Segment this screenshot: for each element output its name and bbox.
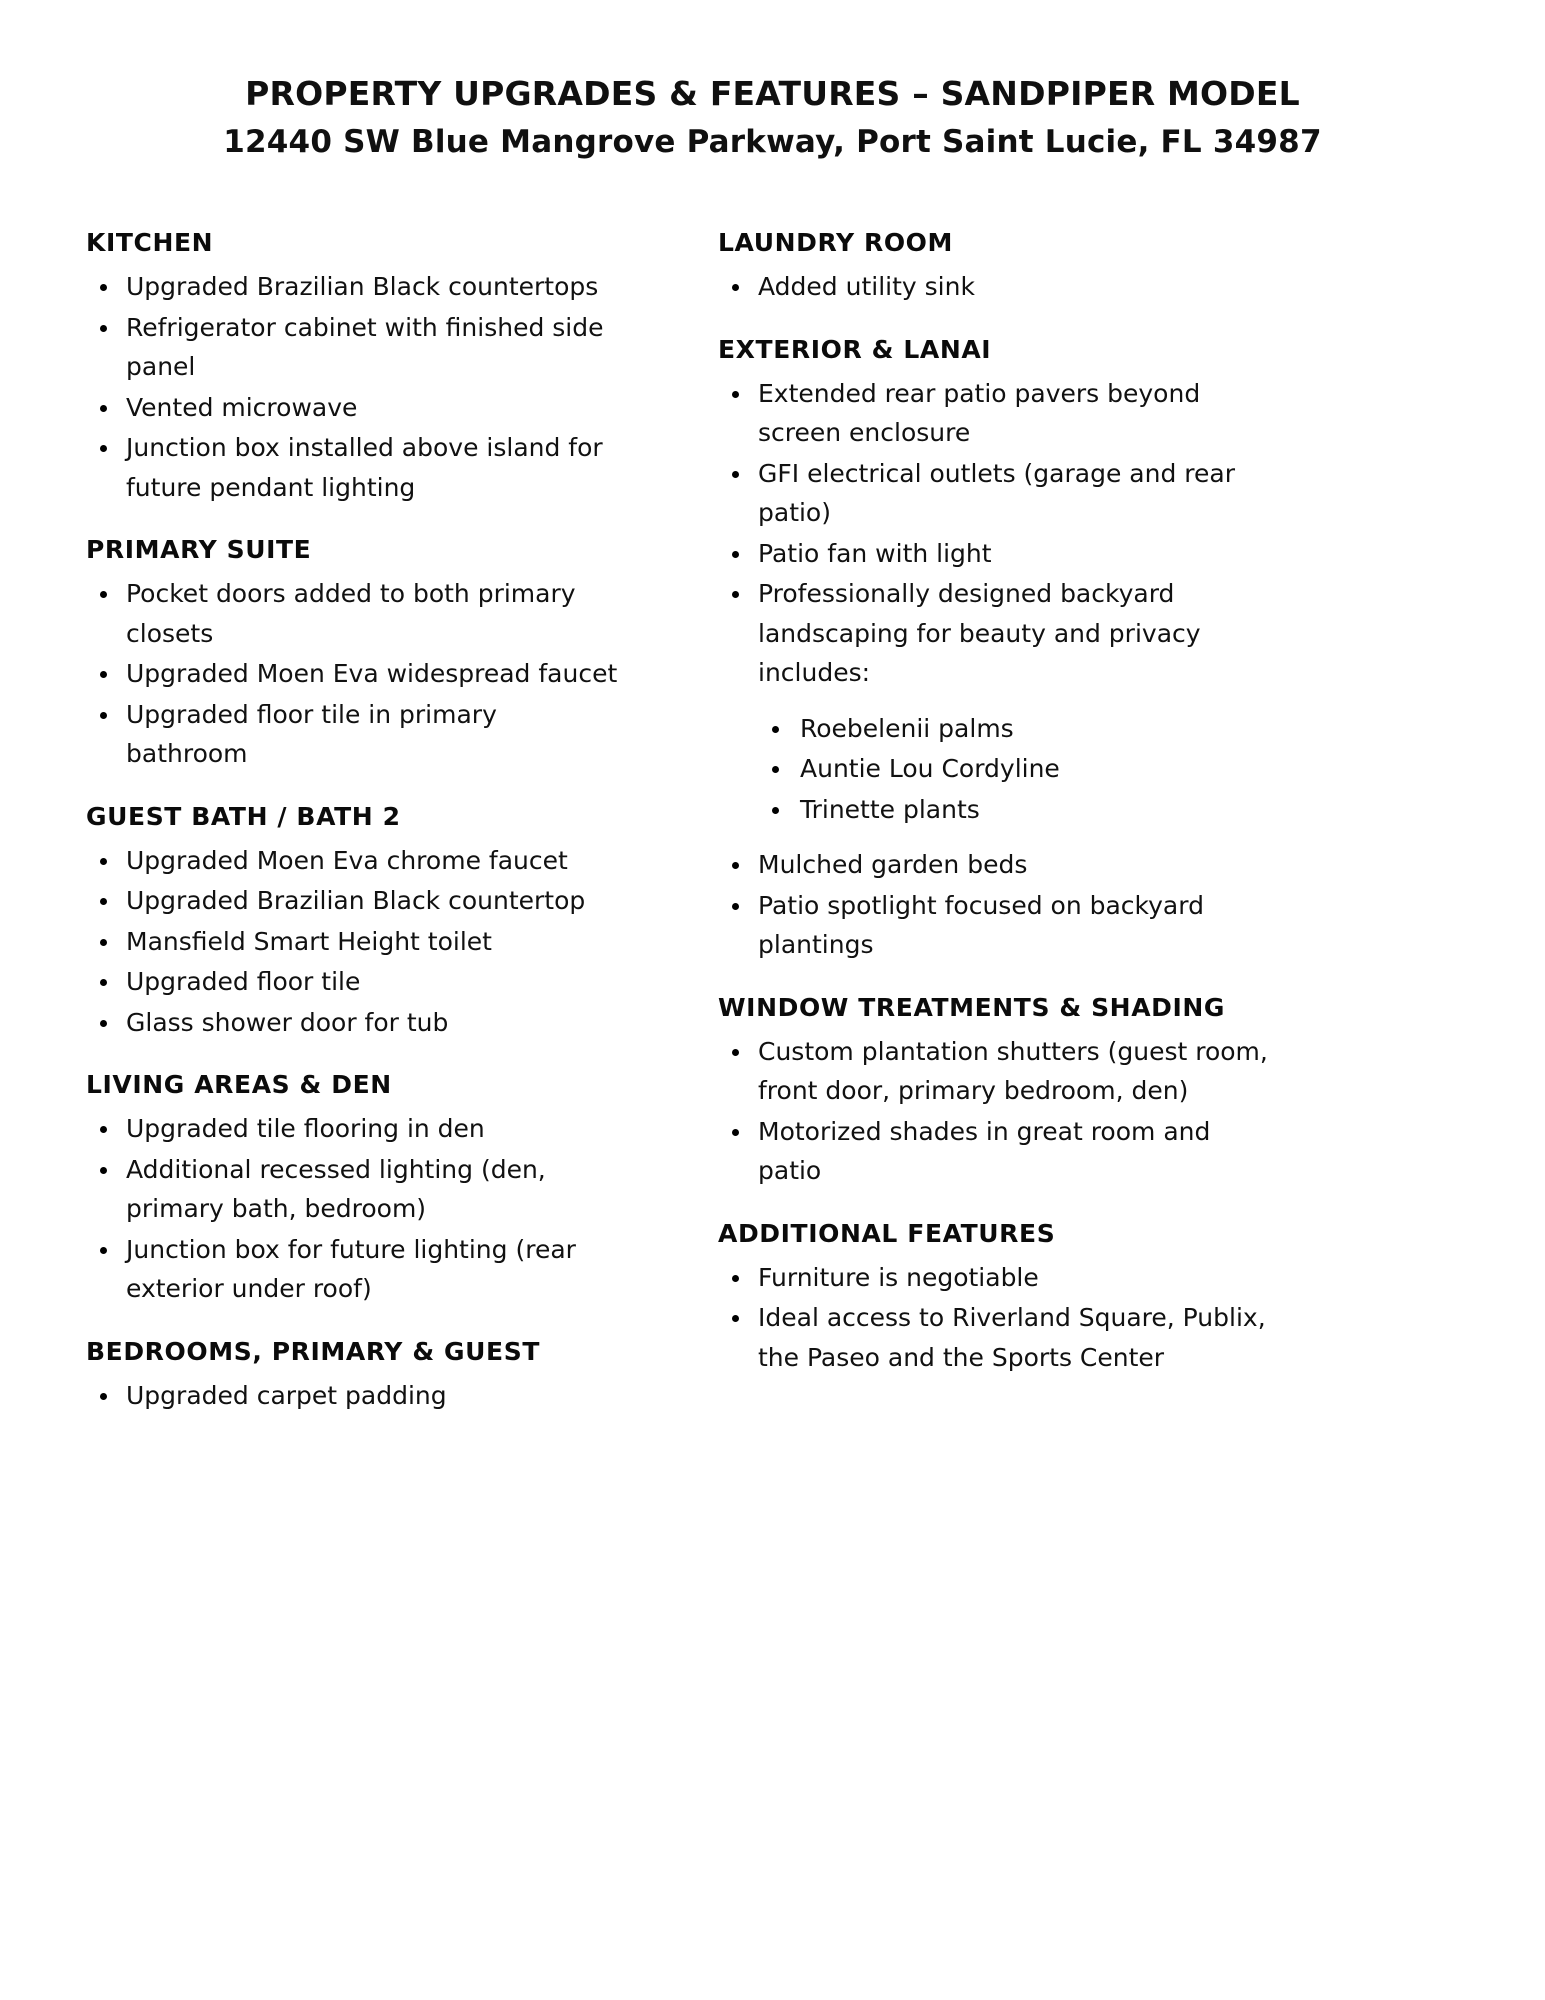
section-living-areas-den xyxy=(86,1048,624,1309)
section-heading: KITCHEN xyxy=(86,228,214,258)
list-item: Additional recessed lighting (den, primary bath, bedroom) xyxy=(86,1150,624,1229)
two-column-body xyxy=(0,228,1545,1421)
landscaping-sublist-wrapper xyxy=(718,709,1278,830)
list-item: Patio fan with light xyxy=(718,534,1278,574)
list-item: Upgraded floor tile in primary bathroom xyxy=(86,695,624,774)
feature-list xyxy=(718,1032,1278,1191)
list-item: Motorized shades in great room and patio xyxy=(718,1112,1278,1191)
right-column xyxy=(718,228,1278,1383)
list-item: Roebelenii palms xyxy=(758,709,1278,749)
feature-list xyxy=(718,374,1278,693)
feature-list xyxy=(86,267,624,507)
section-primary-suite xyxy=(86,513,624,774)
feature-list xyxy=(718,267,1278,307)
list-item: Extended rear patio pavers beyond screen enclosure xyxy=(718,374,1278,453)
feature-list xyxy=(86,574,624,774)
section-heading: WINDOW TREATMENTS & SHADING xyxy=(718,992,1226,1022)
section-guest-bath xyxy=(86,780,624,1043)
list-item: Upgraded floor tile xyxy=(86,962,624,1002)
section-kitchen xyxy=(86,228,624,507)
page-title: PROPERTY UPGRADES & FEATURES – SANDPIPER MODEL xyxy=(245,74,1300,113)
list-item: Custom plantation shutters (guest room, front door, primary bedroom, den) xyxy=(718,1032,1278,1111)
feature-list xyxy=(86,841,624,1043)
list-item: GFI electrical outlets (garage and rear patio) xyxy=(718,454,1278,533)
list-item: Added utility sink xyxy=(718,267,1278,307)
list-item: Upgraded Moen Eva chrome faucet xyxy=(86,841,624,881)
list-item: Junction box for future lighting (rear exterior under roof) xyxy=(86,1230,624,1309)
section-additional-features xyxy=(718,1197,1278,1378)
list-item: Furniture is negotiable xyxy=(718,1258,1278,1298)
section-heading: BEDROOMS, PRIMARY & GUEST xyxy=(86,1336,540,1366)
landscaping-sublist xyxy=(758,709,1278,830)
section-laundry-room xyxy=(718,228,1278,307)
left-column xyxy=(86,228,646,1421)
list-item: Glass shower door for tub xyxy=(86,1003,624,1043)
section-heading: LIVING AREAS & DEN xyxy=(86,1070,392,1100)
list-item: Mulched garden beds xyxy=(718,845,1278,885)
section-heading: GUEST BATH / BATH 2 xyxy=(86,801,401,831)
list-item: Upgraded carpet padding xyxy=(86,1376,624,1416)
feature-list xyxy=(718,1258,1278,1378)
section-exterior-lanai xyxy=(718,313,1278,965)
section-heading: ADDITIONAL FEATURES xyxy=(718,1218,1056,1248)
list-item: Mansfield Smart Height toilet xyxy=(86,922,624,962)
section-heading: LAUNDRY ROOM xyxy=(718,228,954,258)
list-item: Upgraded tile flooring in den xyxy=(86,1109,624,1149)
list-item: Trinette plants xyxy=(758,790,1278,830)
list-item: Upgraded Brazilian Black countertops xyxy=(86,267,624,307)
section-heading: PRIMARY SUITE xyxy=(86,535,312,565)
list-item: Junction box installed above island for future pendant lighting xyxy=(86,428,624,507)
section-heading: EXTERIOR & LANAI xyxy=(718,334,992,364)
list-item: Auntie Lou Cordyline xyxy=(758,749,1278,789)
list-item: Patio spotlight focused on backyard plantings xyxy=(718,886,1278,965)
list-item: Upgraded Moen Eva widespread faucet xyxy=(86,654,624,694)
list-item: Professionally designed backyard landscaping for beauty and privacy includes: xyxy=(718,574,1278,693)
section-window-treatments xyxy=(718,971,1278,1191)
list-item: Vented microwave xyxy=(86,388,624,428)
list-item: Refrigerator cabinet with finished side panel xyxy=(86,308,624,387)
feature-list-continued xyxy=(718,845,1278,965)
list-item: Upgraded Brazilian Black countertop xyxy=(86,881,624,921)
feature-list xyxy=(86,1376,624,1416)
page-subtitle-address: 12440 SW Blue Mangrove Parkway, Port Saint Lucie, FL 34987 xyxy=(223,123,1322,160)
feature-list xyxy=(86,1109,624,1309)
list-item: Ideal access to Riverland Square, Publix, the Paseo and the Sports Center xyxy=(718,1298,1278,1377)
document-header xyxy=(0,0,1545,162)
section-bedrooms xyxy=(86,1315,624,1416)
list-item: Pocket doors added to both primary closets xyxy=(86,574,624,653)
